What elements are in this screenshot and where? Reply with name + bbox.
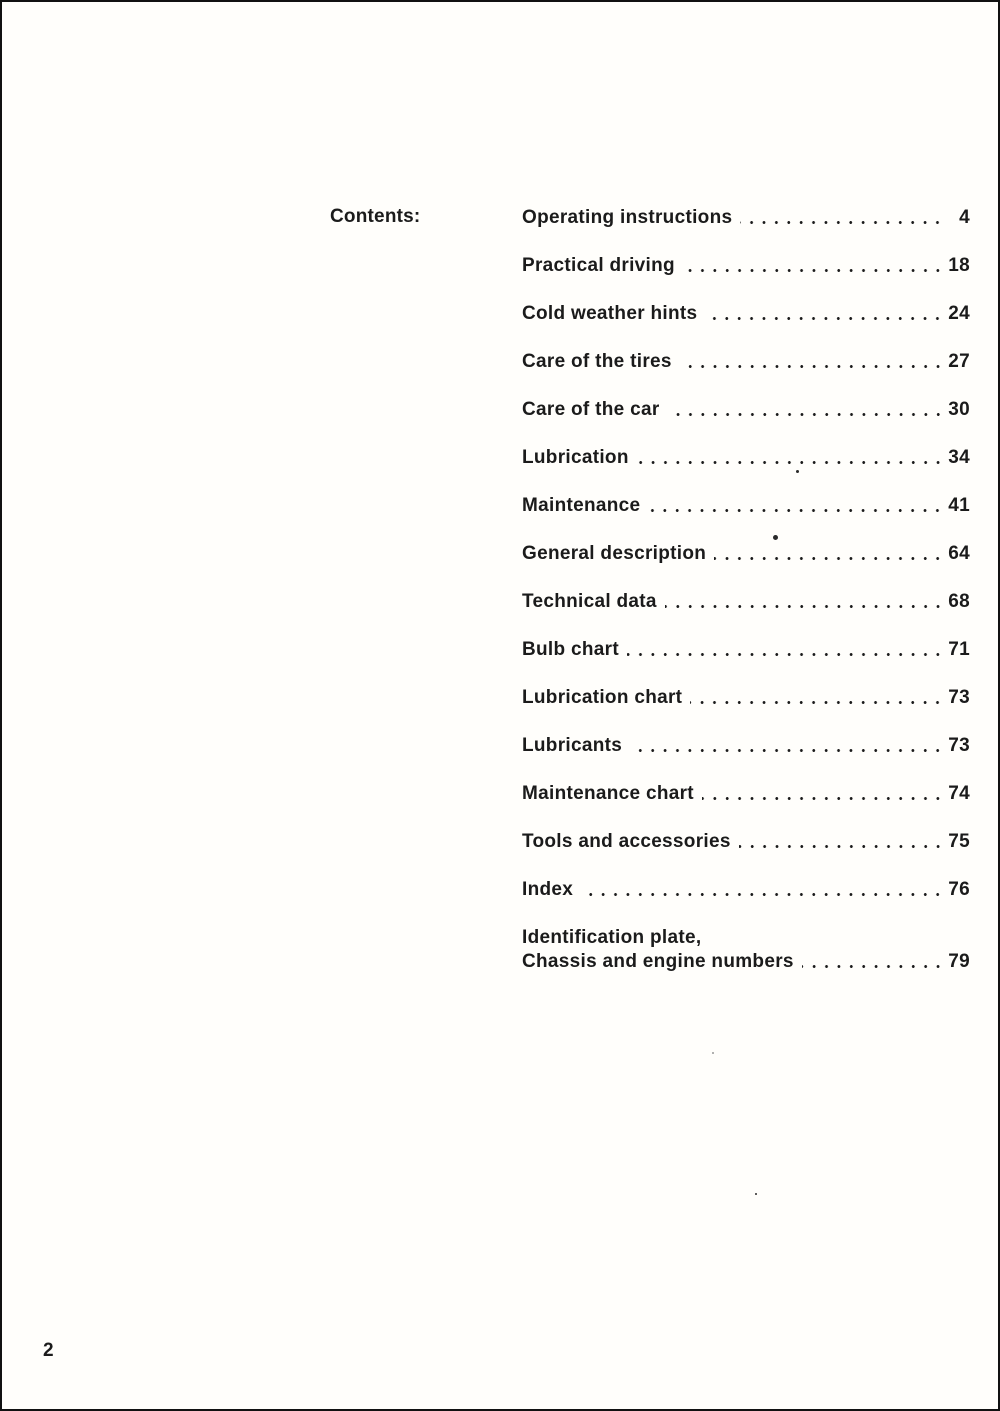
toc-entry-page: 73 (948, 687, 970, 708)
toc-entry-title: Tools and accessories (522, 831, 731, 852)
dot-leader (680, 365, 944, 368)
toc-entry-page: 24 (948, 303, 970, 324)
toc-entry-page: 18 (948, 255, 970, 276)
print-speck (755, 1193, 757, 1195)
toc-entry-page: 71 (948, 639, 970, 660)
toc-entry-care-of-the-tires (522, 350, 970, 374)
dot-leader (665, 605, 944, 608)
toc-entry-page: 34 (948, 447, 970, 468)
dot-leader (690, 701, 944, 704)
toc-entry-title-line-2: Chassis and engine numbers (522, 951, 794, 972)
toc-entry-page: 27 (948, 351, 970, 372)
toc-entry-page: 30 (948, 399, 970, 420)
toc-entry-page: 74 (948, 783, 970, 804)
toc-entry-title: Maintenance (522, 495, 641, 516)
toc-entry-title: Lubrication (522, 447, 629, 468)
toc-entry-page: 73 (948, 735, 970, 756)
toc-entry-bulb-chart (522, 638, 970, 662)
print-speck (773, 535, 778, 540)
toc-entry-title: Cold weather hints (522, 303, 698, 324)
toc-entry-title: Practical driving (522, 255, 675, 276)
page-number: 2 (43, 1340, 54, 1361)
dot-leader (739, 845, 944, 848)
dot-leader (683, 269, 944, 272)
dot-leader (630, 749, 944, 752)
print-speck (796, 470, 799, 473)
toc-entry-title: Care of the car (522, 399, 660, 420)
toc-entry-lubricants (522, 734, 970, 758)
toc-entry-title: Bulb chart (522, 639, 619, 660)
toc-entry-title (522, 926, 794, 974)
toc-entry-page: 79 (948, 951, 970, 972)
toc-entry-lubrication (522, 446, 970, 470)
toc-entry-page: 64 (948, 543, 970, 564)
print-speck (712, 1052, 714, 1054)
table-of-contents (522, 206, 970, 998)
toc-entry-lubrication-chart (522, 686, 970, 710)
toc-entry-practical-driving (522, 254, 970, 278)
toc-entry-title: Lubrication chart (522, 687, 683, 708)
contents-heading: Contents: (330, 206, 421, 227)
toc-entry-page: 76 (948, 879, 970, 900)
dot-leader (581, 893, 944, 896)
toc-entry-title: Index (522, 879, 574, 900)
toc-entry-general-description (522, 542, 970, 566)
toc-entry-page: 41 (948, 495, 970, 516)
toc-entry-maintenance (522, 494, 970, 518)
toc-entry-title: General description (522, 543, 707, 564)
toc-entry-identification-plate (522, 926, 970, 974)
dot-leader (740, 221, 944, 224)
dot-leader (637, 461, 944, 464)
toc-entry-cold-weather-hints (522, 302, 970, 326)
toc-entry-title: Lubricants (522, 735, 623, 756)
toc-entry-maintenance-chart (522, 782, 970, 806)
dot-leader (627, 653, 944, 656)
dot-leader (705, 317, 944, 320)
toc-entry-title: Care of the tires (522, 351, 672, 372)
toc-entry-technical-data (522, 590, 970, 614)
dot-leader (668, 413, 944, 416)
toc-entry-title: Operating instructions (522, 207, 733, 228)
toc-entry-operating-instructions (522, 206, 970, 230)
toc-entry-page: 68 (948, 591, 970, 612)
toc-entry-page: 4 (959, 207, 970, 228)
dot-leader (702, 797, 944, 800)
toc-entry-title: Technical data (522, 591, 657, 612)
toc-entry-index (522, 878, 970, 902)
toc-entry-title-line-1: Identification plate, (522, 927, 702, 948)
dot-leader (802, 965, 944, 968)
toc-entry-page: 75 (948, 831, 970, 852)
toc-entry-tools-and-accessories (522, 830, 970, 854)
dot-leader (648, 509, 944, 512)
toc-entry-care-of-the-car (522, 398, 970, 422)
dot-leader (714, 557, 944, 560)
toc-entry-title: Maintenance chart (522, 783, 694, 804)
